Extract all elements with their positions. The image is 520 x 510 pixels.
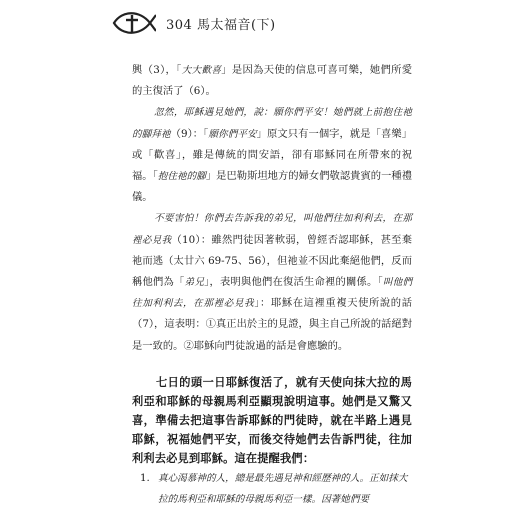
quoted-scripture-text: 大大歡喜 bbox=[181, 65, 222, 76]
paragraph-text: （9）：「 bbox=[170, 127, 209, 140]
list-item bbox=[132, 468, 412, 510]
list-item-text: 真心渴慕神的人，總是最先遇見神和經歷神的人。正如抹大拉的馬利亞和耶穌的母親馬利亞一樣。因著她們要 bbox=[158, 472, 408, 506]
quoted-scripture-text: 叫他們往加利利去，在那裡必見我 bbox=[132, 277, 413, 310]
ichthys-fish-cross-icon bbox=[112, 6, 156, 40]
running-head: 304 馬太福音(下) bbox=[166, 17, 276, 33]
paragraph-text: 」原文只有一個字，就是「喜樂」或「歡喜」，雖是傳統的問安語，卻有耶穌同在所帶來的祝福。「 bbox=[132, 127, 412, 183]
paragraph-text: 」，表明與他們在復活生命裡的關係。「 bbox=[204, 276, 383, 289]
paragraph-text: （10）：雖然門徒因著軟弱，曾經否認耶穌，甚至棄祂而逃（太廿六 69-75、56），但祂並不因此棄絕他們，反而稱他們為「 bbox=[132, 233, 413, 289]
commentary-paragraph bbox=[132, 208, 412, 356]
paragraph-text: 興（3），「 bbox=[132, 64, 182, 76]
quoted-scripture-text: 弟兄 bbox=[184, 277, 205, 289]
list-item-number: 1. bbox=[140, 471, 150, 484]
page-header bbox=[112, 6, 276, 40]
quoted-scripture-text: 忽然，耶穌遇見她們，說：願你們平安！她們就上前抱住祂的腳拜祂 bbox=[132, 107, 412, 140]
paragraph-text: 」是巴勒斯坦地方的婦女們敬認貴賓的一種禮儀。 bbox=[132, 170, 413, 204]
summary-paragraph: 七日的頭一日耶穌復活了，就有天使向抹大拉的馬利亞和耶穌的母親馬利亞顯現說明這事。她們是又驚又喜，準備去把這事告訴耶穌的門徒時，就在半路上遇見耶穌，祝福她們平安，而後交待她們去告訴門徒，往加利利去必見到耶穌。這在提醒我們： bbox=[132, 375, 412, 465]
commentary-paragraph bbox=[132, 102, 412, 208]
quoted-scripture-text: 願你們平安 bbox=[208, 128, 257, 140]
quoted-scripture-text: 抱住祂的腳 bbox=[157, 171, 206, 183]
paragraph-text: 」：耶穌在這裡重複天使所說的話（7），這表明：①真正出於主的見證，與主自己所說的話絕對是一致的。②耶穌向門徒說過的話是會應驗的。 bbox=[132, 297, 412, 352]
quoted-scripture-text: 不要害怕！你們去告訴我的弟兄，叫他們往加利利去，在那裡必見我 bbox=[132, 213, 412, 246]
commentary-paragraph bbox=[132, 60, 412, 102]
paragraph-text: 」是因為天使的信息可喜可樂，她們所愛的主復活了（6）。 bbox=[132, 64, 412, 98]
page-body bbox=[132, 60, 412, 510]
